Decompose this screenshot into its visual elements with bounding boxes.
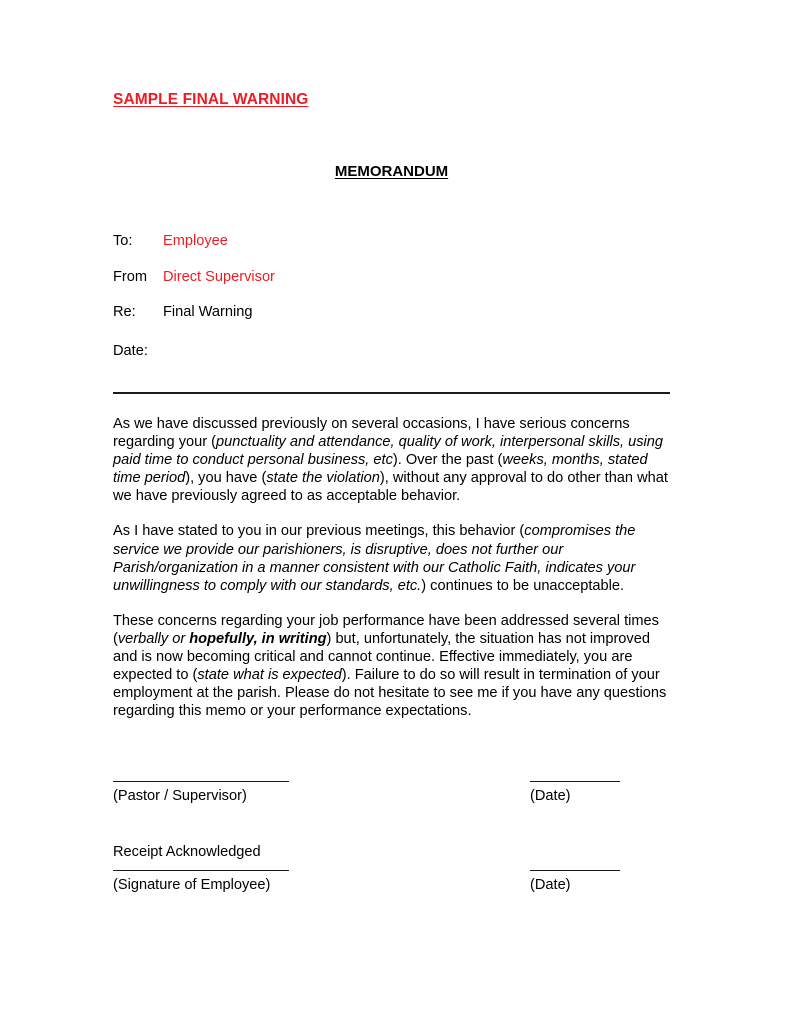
employee-signature-row bbox=[113, 864, 673, 908]
p2-italic-1: compromises the service we provide our parishioners, is disruptive, does not further our Parish/organization in a manner consistent with our Catholic Faith, indicates your unwillingness to comply with our standards, etc. bbox=[113, 523, 636, 594]
supervisor-signature-row bbox=[113, 775, 673, 819]
field-label-from: From bbox=[113, 268, 148, 285]
p1-text-3: ), you have ( bbox=[185, 470, 267, 487]
employee-signature-area bbox=[113, 864, 673, 908]
employee-date-line[interactable] bbox=[530, 870, 620, 871]
employee-date-caption: (Date) bbox=[530, 877, 571, 893]
employee-signature-caption: (Signature of Employee) bbox=[113, 877, 271, 893]
p1-text-2: ). Over the past ( bbox=[392, 452, 503, 469]
field-label-re: Re: bbox=[113, 304, 136, 320]
field-value-re[interactable]: Final Warning bbox=[163, 304, 253, 320]
employee-signature-line[interactable] bbox=[113, 870, 289, 871]
header-divider-rule bbox=[113, 392, 670, 394]
p1-italic-1: punctuality and attendance, quality of work, interpersonal skills, using paid time to conduct personal business, etc bbox=[113, 434, 664, 469]
memo-heading-text: MEMORANDUM bbox=[334, 163, 449, 180]
field-row-re bbox=[113, 305, 670, 341]
employee-signature-block bbox=[113, 864, 673, 908]
field-label-date: Date: bbox=[113, 342, 148, 359]
body-paragraph-2 bbox=[113, 522, 670, 594]
p2-text-1: As I have stated to you in our previous meetings, this behavior ( bbox=[113, 523, 525, 540]
body-paragraph-1 bbox=[113, 415, 670, 505]
page-title: SAMPLE FINAL WARNING bbox=[113, 91, 309, 108]
signature-area bbox=[113, 775, 673, 819]
p2-text-2: ) continues to be unacceptable. bbox=[421, 577, 625, 594]
memo-heading bbox=[113, 163, 670, 180]
supervisor-signature-caption: (Pastor / Supervisor) bbox=[113, 788, 247, 804]
p3-italic-1: verbally or bbox=[117, 630, 190, 647]
field-value-from[interactable]: Direct Supervisor bbox=[163, 268, 275, 285]
field-row-date bbox=[113, 341, 670, 377]
p1-text-1: As we have discussed previously on several occasions, I have serious concerns regarding your ( bbox=[113, 416, 630, 451]
supervisor-signature-block bbox=[113, 775, 673, 819]
field-value-to[interactable]: Employee bbox=[163, 233, 228, 249]
field-row-from bbox=[113, 270, 670, 306]
memo-header-fields bbox=[113, 234, 670, 376]
supervisor-date-caption: (Date) bbox=[530, 788, 571, 804]
p1-text-4: ), without any approval to do other than what we have previously agreed to as acceptable behavior. bbox=[113, 470, 668, 505]
body-paragraph-3 bbox=[113, 612, 670, 721]
supervisor-date-line[interactable] bbox=[530, 781, 620, 782]
p3-text-3: ). Failure to do so will result in termination of your employment at the parish. Please do not hesitate to see me if you have any questions regarding this memo or your performance expectations. bbox=[113, 667, 667, 720]
memo-body bbox=[113, 415, 670, 720]
p3-text-1: These concerns regarding your job performance have been addressed several times ( bbox=[113, 612, 659, 647]
field-label-to: To: bbox=[113, 233, 133, 249]
supervisor-signature-line[interactable] bbox=[113, 781, 289, 782]
receipt-acknowledged-label: Receipt Acknowledged bbox=[113, 844, 261, 860]
p3-bold-italic-1: hopefully, in writing bbox=[189, 630, 327, 647]
field-row-to bbox=[113, 234, 670, 270]
p3-italic-2: state what is expected bbox=[197, 667, 342, 684]
p1-italic-3: state the violation bbox=[266, 470, 380, 487]
p3-text-2: ) but, unfortunately, the situation has not improved and is now becoming critical and cannot continue. Effective immediately, you are expected to ( bbox=[113, 630, 650, 684]
p1-italic-2: weeks, months, stated time period bbox=[113, 452, 648, 487]
